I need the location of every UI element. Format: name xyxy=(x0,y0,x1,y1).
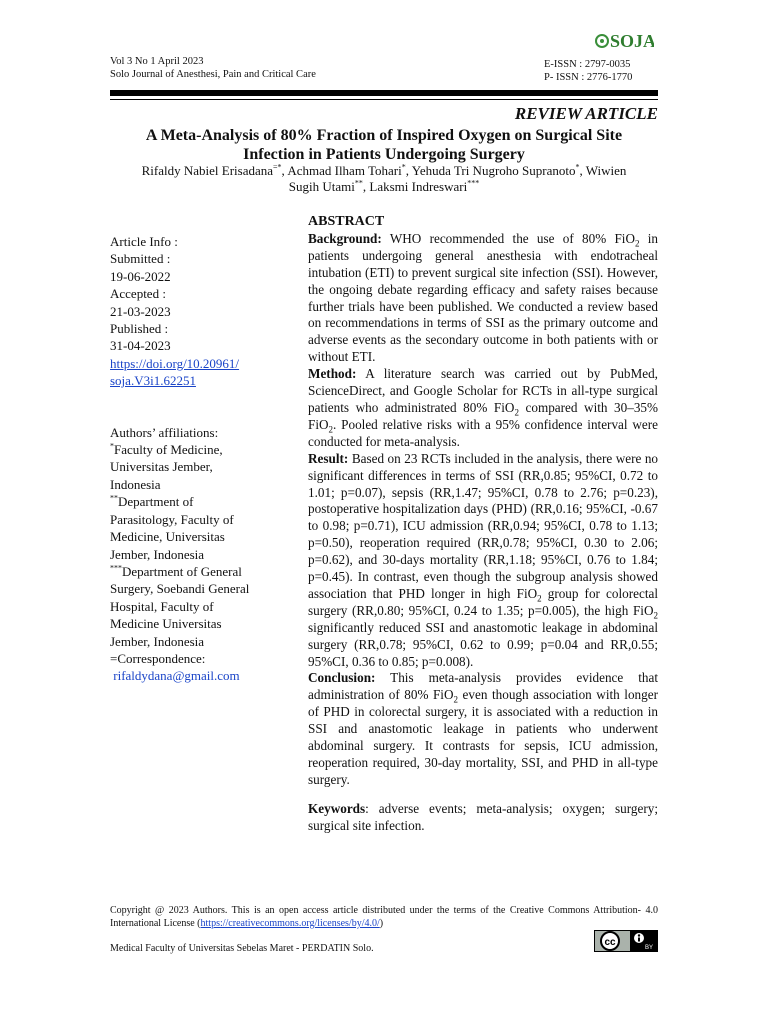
license-link[interactable]: https://creativecommons.org/licenses/by/4.0/ xyxy=(200,918,380,929)
author-1: Rifaldy Nabiel Erisadana xyxy=(141,163,274,178)
conclusion-label: Conclusion: xyxy=(308,670,376,686)
method-text-3: . Pooled relative risks with a 95% confidence interval were conducted for meta-analysis. xyxy=(308,416,658,449)
submitted-date: 19-06-2022 xyxy=(110,268,171,284)
aff-3-line-3: Hospital, Faculty of xyxy=(110,598,214,614)
issn-block xyxy=(544,58,632,84)
method-label: Method: xyxy=(308,366,357,382)
published-label: Published : xyxy=(110,321,169,337)
result-text-1: Based on 23 RCTs included in the analysis, there were no significant differences in terms of SSI (RR,0.85; 95%CI, 0.72 to 1.01; p=0.07), sepsis (RR,1.47; 95%CI, 0.78 to 2.76; p=0.23), postoperative hospitalization days (PHD) (RR,0.16; 95%CI, -0.67 to 0.98; p=0.71), ICU admission (RR,0.94; 95%CI, 0.78 to 1.13; p=0.50), reoperation required (RR,0.78; 95%CI, 0.30 to 2.06; p=0.62), and 30-days mortality (RR,1.18; 95%CI, 0.76 to 1.84; p=0.45). In contrast, even though the subgroup analysis showed association that PHD longer in high FiO xyxy=(308,450,659,601)
keywords-text: : adverse events; meta-analysis; oxygen; surgery; surgical site infection. xyxy=(308,800,658,833)
fio2-sub: 2 xyxy=(653,610,658,621)
background-label: Background: xyxy=(308,230,382,246)
submitted-label: Submitted : xyxy=(110,251,171,267)
article-type: REVIEW ARTICLE xyxy=(514,104,658,123)
fio2-sub: 2 xyxy=(514,407,519,418)
conclusion-text-1: This meta-analysis provides evidence that administration of 80% FiO xyxy=(308,670,659,703)
result-label: Result: xyxy=(308,450,349,466)
aff-3-line-2: Surgery, Soebandi General xyxy=(110,581,250,597)
correspondence-email[interactable]: rifaldydana@gmail.com xyxy=(113,668,240,684)
abstract-heading: ABSTRACT xyxy=(308,214,385,229)
method-text-1: A literature search was carried out by PubMed, ScienceDirect, and Google Scholar for RCTs in all-type surgical patients who administrated 80% FiO xyxy=(308,366,658,415)
fio2-sub: 2 xyxy=(537,593,542,604)
aff-1-line-3: Indonesia xyxy=(110,476,161,492)
author-list: Rifaldy Nabiel Erisadana=*, Achmad Ilham Tohari*, Yehuda Tri Nugroho Supranoto*, Wiwien Sugih Utami**, Laksmi Indreswari*** xyxy=(141,162,627,194)
doi-link-part-1[interactable]: https://doi.org/10.20961/ xyxy=(110,355,240,371)
journal-logo xyxy=(594,29,654,51)
eissn: E-ISSN : 2797-0035 xyxy=(544,59,631,70)
author-1-mark: =* xyxy=(273,162,282,172)
aff-2-mark: ** xyxy=(110,493,118,503)
affiliations-title: Authors’ affiliations: xyxy=(110,424,219,440)
title-line-2: Infection in Patients Undergoing Surgery xyxy=(243,146,525,163)
background-text-1: WHO recommended the use of 80% FiO xyxy=(389,230,635,246)
aff-1-line-2: Universitas Jember, xyxy=(110,459,213,475)
accepted-date: 21-03-2023 xyxy=(110,303,171,319)
fio2-sub: 2 xyxy=(328,424,334,435)
method-text-2: compared with 30–35% FiO xyxy=(308,399,659,432)
article-info-sidebar xyxy=(110,233,270,685)
author-2: Achmad Ilham Tohari xyxy=(287,163,402,178)
pissn: P- ISSN : 2776-1770 xyxy=(544,72,633,83)
header-rule-thin xyxy=(110,99,658,100)
header-rule-thick xyxy=(110,90,658,96)
author-5: Laksmi Indreswari xyxy=(369,179,468,194)
result-paragraph xyxy=(308,451,658,671)
article-title xyxy=(110,126,658,164)
journal-name: Solo Journal of Anesthesi, Pain and Critical Care xyxy=(110,69,316,80)
title-line-1: A Meta-Analysis of 80% Fraction of Inspired Oxygen on Surgical Site xyxy=(145,127,623,144)
author-3: Yehuda Tri Nugroho Supranoto xyxy=(411,163,576,178)
doi-link-part-2[interactable]: soja.V3i1.62251 xyxy=(110,373,196,389)
conclusion-text-2: even though association with longer of PHD in colorectal surgery, it is associated with a reduction in SSI and anastomotic leakage in patients who underwent abdominal surgery. It contrasts for sepsis, ICU admission, reoperation required, 30-day mortality, SSI, and PHD in all-type surgery. xyxy=(308,687,658,787)
aff-3-line-4: Medicine Universitas xyxy=(110,616,222,632)
result-text-2: group for colorectal surgery (RR,0.80; 95%CI, 0.24 to 1.35; p=0.005), the high FiO xyxy=(308,585,658,618)
publisher-line: Medical Faculty of Universitas Sebelas Maret - PERDATIN Solo. xyxy=(110,943,374,954)
correspondence-label: Correspondence: xyxy=(117,650,206,666)
keywords-paragraph xyxy=(308,801,658,835)
article-info-title: Article Info : xyxy=(110,234,178,249)
abstract-section xyxy=(308,214,658,835)
conclusion-paragraph xyxy=(308,670,658,788)
fio2-sub: 2 xyxy=(634,238,640,249)
volume-info: Vol 3 No 1 April 2023 xyxy=(110,56,204,67)
aff-3-line-5: Jember, Indonesia xyxy=(110,633,205,649)
result-text-3: significantly reduced SSI and anastomotic leakage in abdominal surgery (RR,0.78; 95%CI, 0.62 to 0.99; p=0.04 and RR,0.55; 95%CI, 0.36 to 0.85; p=0.008). xyxy=(308,619,658,669)
author-4-last: Sugih Utami xyxy=(288,179,355,194)
aff-2-line-4: Jember, Indonesia xyxy=(110,546,205,562)
author-3-mark: * xyxy=(575,162,580,172)
aff-3-mark: *** xyxy=(110,563,122,573)
background-text-2: in patients undergoing general anesthesia with endotracheal intubation (ETI) to prevent surgical site infection (SSI). However, the ongoing debate regarding efficacy and safety raises because further trials have been published. We conducted a review based on recommendations in terms of SSI as the primary outcome and adverse events as the secondary outcome in both patients with or without ETI. xyxy=(308,230,658,365)
copyright-text-1: Copyright @ 2023 Authors. This is an open access article distributed under the terms of the Creative Commons Attribution- 4.0 International License ( xyxy=(110,905,658,929)
cc-by-badge xyxy=(594,930,658,952)
aff-1-mark: * xyxy=(110,441,114,451)
aff-3-line-1: Department of General xyxy=(122,563,242,579)
background-paragraph xyxy=(308,231,658,366)
author-5-mark: *** xyxy=(467,178,480,188)
copyright-notice xyxy=(110,904,658,930)
copyright-text-2: ) xyxy=(379,918,384,929)
cc-icon: cc xyxy=(604,937,616,948)
fio2-sub: 2 xyxy=(453,695,458,706)
method-paragraph xyxy=(308,366,658,451)
author-4-mark: ** xyxy=(354,178,363,188)
by-icon: BY xyxy=(644,945,654,951)
published-date: 31-04-2023 xyxy=(110,338,171,354)
aff-2-line-1: Department of xyxy=(118,494,194,510)
accepted-label: Accepted : xyxy=(110,286,166,302)
logo-text: SOJA xyxy=(610,31,654,51)
journal-header xyxy=(110,55,316,81)
correspondence-mark: = xyxy=(110,650,118,666)
aff-2-line-2: Parasitology, Faculty of xyxy=(110,511,234,527)
aff-2-line-3: Medicine, Universitas xyxy=(110,529,225,545)
keywords-label: Keywords xyxy=(308,800,366,816)
author-4-first: Wiwien xyxy=(585,163,627,178)
aff-1-line-1: Faculty of Medicine, xyxy=(114,442,223,458)
author-2-mark: * xyxy=(401,162,406,172)
